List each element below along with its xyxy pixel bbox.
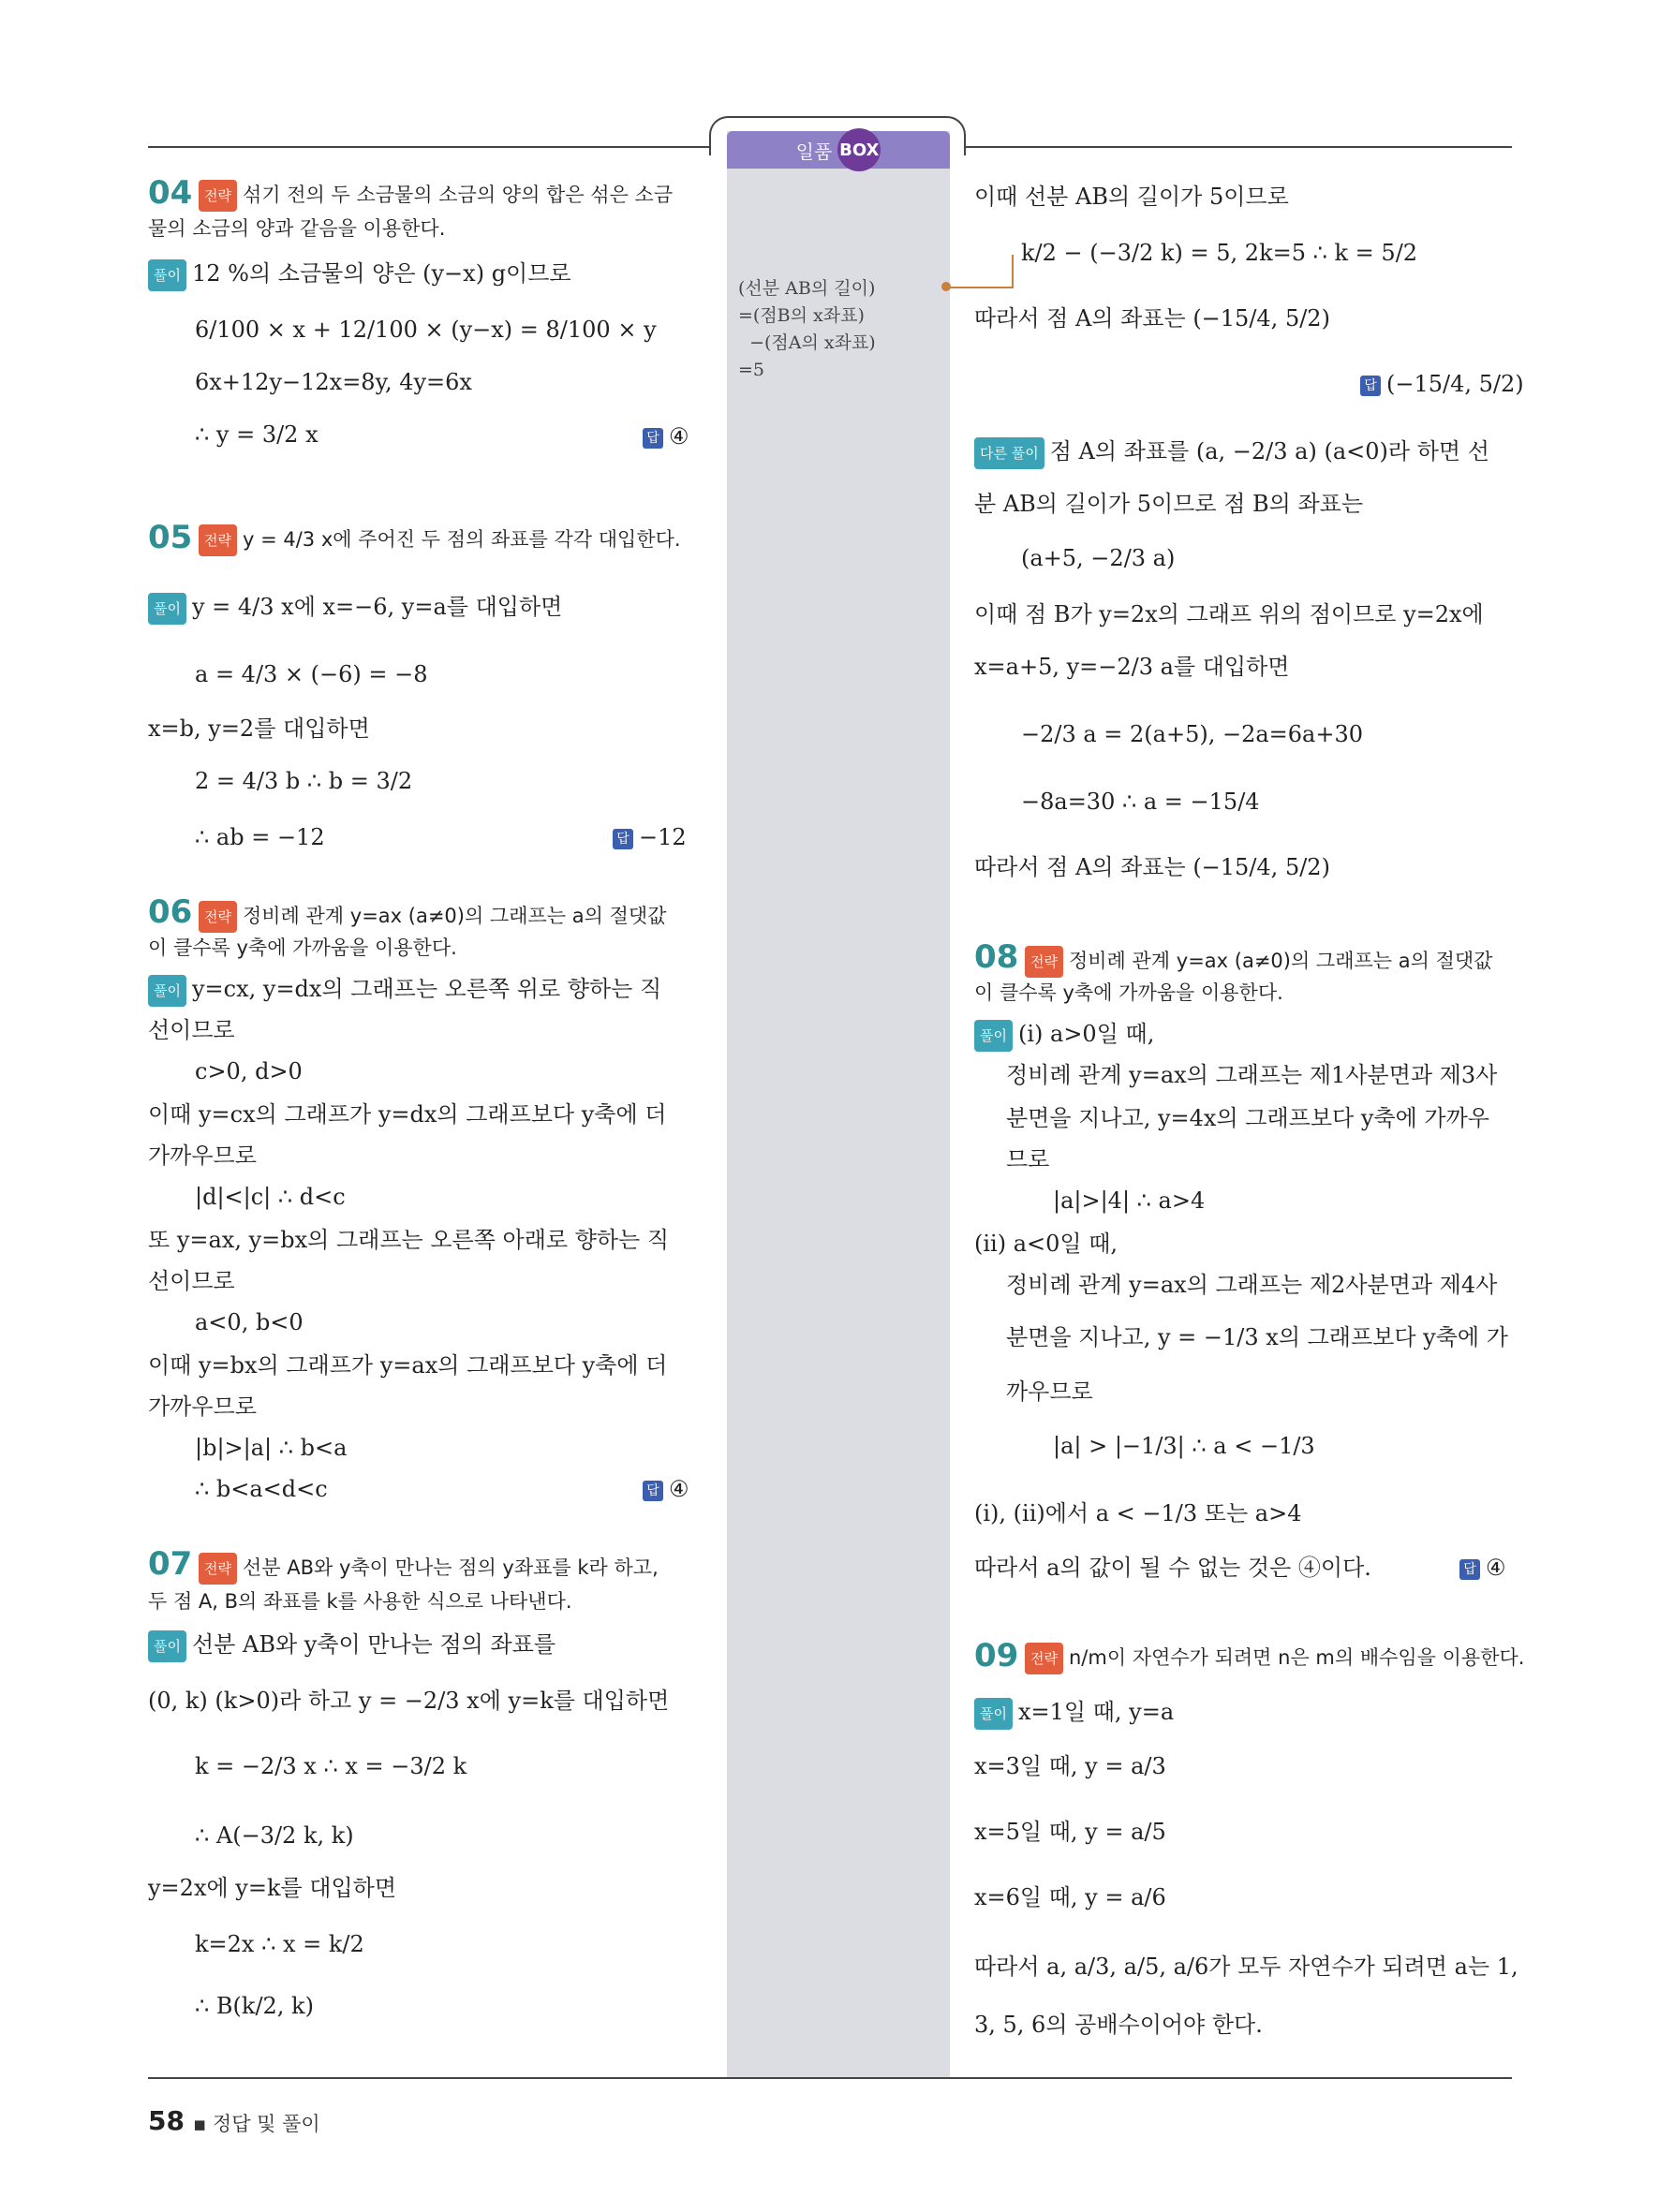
- text-line: 정비례 관계 y=ax의 그래프는 제1사분면과 제3사: [1006, 1062, 1498, 1088]
- text-line: y=2x에 y=k를 대입하면: [148, 1875, 397, 1901]
- solution-badge: 풀이: [974, 1020, 1013, 1052]
- solution-line: 풀이 y = 4/3 x에 x=−6, y=a를 대입하면: [148, 592, 562, 625]
- math-line: −2/3 a = 2(a+5), −2a=6a+30: [1021, 721, 1364, 747]
- footer-rule: [148, 2077, 1512, 2079]
- solution-badge: 풀이: [148, 1630, 186, 1662]
- strategy-badge: 전략: [1025, 946, 1063, 978]
- solution-line: 풀이 선분 AB와 y축이 만나는 점의 좌표를: [148, 1630, 555, 1662]
- text-line: 선이므로: [148, 1268, 235, 1294]
- math-line: ∴ y = 3/2 x: [195, 421, 318, 448]
- box-circle-label: BOX: [837, 128, 881, 171]
- text-line: 분면을 지나고, y=4x의 그래프보다 y축에 가까우: [1006, 1105, 1489, 1131]
- strategy-line-2: 이 클수록 y축에 가까움을 이용한다.: [148, 936, 457, 959]
- strategy-line-2: 물의 소금의 양과 같음을 이용한다.: [148, 217, 446, 240]
- text-line: (ii) a<0일 때,: [974, 1231, 1118, 1257]
- text-line: 가까우므로: [148, 1143, 257, 1169]
- answer: 답 ④: [643, 1476, 689, 1502]
- strategy-line: 전략 n/m이 자연수가 되려면 n은 m의 배수임을 이용한다.: [1025, 1643, 1524, 1674]
- math-line: −8a=30 ∴ a = −15/4: [1021, 789, 1260, 815]
- text-line: 므로: [1006, 1146, 1050, 1172]
- answer: 답 (−15/4, 5/2): [1360, 371, 1524, 397]
- math-line: |a| > |−1/3| ∴ a < −1/3: [1053, 1433, 1315, 1459]
- text-line: 분면을 지나고, y = −1/3 x의 그래프보다 y축에 가: [1006, 1324, 1508, 1350]
- strategy-badge: 전략: [199, 901, 237, 933]
- strategy-badge: 전략: [1025, 1643, 1063, 1674]
- text-line: 이때 y=bx의 그래프가 y=ax의 그래프보다 y축에 더: [148, 1352, 668, 1379]
- problem-number: 05: [148, 519, 193, 556]
- answer: 답 −12: [613, 824, 687, 850]
- strategy-badge: 전략: [199, 180, 237, 212]
- strategy-line: 전략 섞기 전의 두 소금물의 소금의 양의 합은 섞은 소금: [199, 180, 673, 212]
- text-line: 이때 y=cx의 그래프가 y=dx의 그래프보다 y축에 더: [148, 1101, 667, 1128]
- math-line: k=2x ∴ x = k/2: [195, 1931, 364, 1957]
- solution-badge: 풀이: [974, 1698, 1013, 1730]
- strategy-line: 전략 정비례 관계 y=ax (a≠0)의 그래프는 a의 절댓값: [199, 901, 666, 933]
- page-number: 58: [148, 2105, 185, 2136]
- box-note: (선분 AB의 길이) =(점B의 x좌표) −(점A의 x좌표) =5: [738, 278, 876, 380]
- box-column: [727, 131, 950, 2079]
- solution-line: 풀이 12 %의 소금물의 양은 (y−x) g이므로: [148, 258, 571, 291]
- math-line: x=b, y=2를 대입하면: [148, 715, 370, 742]
- math-line: (i), (ii)에서 a < −1/3 또는 a>4: [974, 1500, 1302, 1526]
- solution-badge: 풀이: [148, 259, 186, 291]
- connector-line-vertical: [1012, 255, 1014, 288]
- math-line: (a+5, −2/3 a): [1021, 545, 1176, 571]
- math-line: x=6일 때, y = a/6: [974, 1884, 1166, 1910]
- problem-number: 09: [974, 1637, 1019, 1674]
- strategy-line-2: 이 클수록 y축에 가까움을 이용한다.: [974, 981, 1283, 1004]
- box-label: 일품: [795, 140, 833, 163]
- math-line: |d|<|c| ∴ d<c: [195, 1184, 346, 1210]
- alt-solution-line: 다른 풀이 점 A의 좌표를 (a, −2/3 a) (a<0)라 하면 선: [974, 436, 1489, 469]
- problem-number: 04: [148, 174, 193, 212]
- strategy-line: 전략 정비례 관계 y=ax (a≠0)의 그래프는 a의 절댓값: [1025, 946, 1492, 978]
- text-line: 따라서 a의 값이 될 수 없는 것은 ④이다.: [974, 1555, 1371, 1581]
- connector-line: [948, 287, 1014, 288]
- math-line: c>0, d>0: [195, 1058, 303, 1084]
- math-line: |b|>|a| ∴ b<a: [195, 1435, 348, 1461]
- math-line: ∴ b<a<d<c: [195, 1476, 328, 1502]
- text-line: 까우므로: [1006, 1379, 1093, 1405]
- footer-title: ▪ 정답 및 풀이: [193, 2113, 320, 2135]
- text-line: 따라서 점 A의 좌표는 (−15/4, 5/2): [974, 305, 1330, 332]
- problem-number: 06: [148, 893, 193, 931]
- strategy-line: 전략 선분 AB와 y축이 만나는 점의 y좌표를 k라 하고,: [199, 1553, 659, 1585]
- math-line: (0, k) (k>0)라 하고 y = −2/3 x에 y=k를 대입하면: [148, 1688, 670, 1714]
- text-line: 3, 5, 6의 공배수이어야 한다.: [974, 2012, 1263, 2038]
- strategy-badge: 전략: [199, 524, 237, 556]
- math-line: 6/100 × x + 12/100 × (y−x) = 8/100 × y: [195, 317, 657, 343]
- answer-badge: 답: [643, 428, 663, 449]
- answer: 답 ④: [643, 423, 689, 450]
- math-line: |a|>|4| ∴ a>4: [1053, 1187, 1206, 1214]
- answer-badge: 답: [1360, 376, 1381, 396]
- solution-line: 풀이 (i) a>0일 때,: [974, 1019, 1154, 1052]
- solution-badge: 풀이: [148, 593, 186, 625]
- math-line: ∴ B(k/2, k): [195, 1993, 314, 2019]
- math-line: x=a+5, y=−2/3 a를 대입하면: [974, 654, 1290, 680]
- math-line: k = −2/3 x ∴ x = −3/2 k: [195, 1753, 467, 1779]
- answer: 답 ④: [1459, 1555, 1506, 1581]
- text-line: 선이므로: [148, 1017, 235, 1043]
- text-line: 정비례 관계 y=ax의 그래프는 제2사분면과 제4사: [1006, 1272, 1498, 1298]
- strategy-line-2: 두 점 A, B의 좌표를 k를 사용한 식으로 나타낸다.: [148, 1590, 572, 1613]
- header-rule-left: [148, 146, 710, 148]
- math-line: k/2 − (−3/2 k) = 5, 2k=5 ∴ k = 5/2: [1021, 240, 1418, 266]
- answer-badge: 답: [613, 829, 633, 849]
- answer-badge: 답: [1459, 1559, 1480, 1580]
- problem-number: 08: [974, 938, 1019, 976]
- text-line: 이때 점 B가 y=2x의 그래프 위의 점이므로 y=2x에: [974, 601, 1484, 627]
- text-line: 이때 선분 AB의 길이가 5이므로: [974, 184, 1289, 210]
- text-line: 또 y=ax, y=bx의 그래프는 오른쪽 아래로 향하는 직: [148, 1227, 670, 1253]
- text-line: 따라서 a, a/3, a/5, a/6가 모두 자연수가 되려면 a는 1,: [974, 1954, 1518, 1980]
- solution-line: 풀이 y=cx, y=dx의 그래프는 오른쪽 위로 향하는 직: [148, 974, 661, 1007]
- math-line: ∴ ab = −12: [195, 824, 325, 850]
- text-line: 가까우므로: [148, 1394, 257, 1420]
- solution-badge: 풀이: [148, 975, 186, 1007]
- answer-badge: 답: [643, 1481, 663, 1501]
- box-header: [727, 131, 950, 169]
- solution-line: 풀이 x=1일 때, y=a: [974, 1697, 1174, 1730]
- strategy-line: 전략 y = 4/3 x에 주어진 두 점의 좌표를 각각 대입한다.: [199, 524, 681, 556]
- alternate-badge: 다른 풀이: [974, 437, 1044, 469]
- math-line: x=3일 때, y = a/3: [974, 1753, 1166, 1779]
- math-line: a = 4/3 × (−6) = −8: [195, 661, 428, 687]
- math-line: ∴ A(−3/2 k, k): [195, 1822, 354, 1849]
- math-line: x=5일 때, y = a/5: [974, 1819, 1166, 1845]
- text-line: 따라서 점 A의 좌표는 (−15/4, 5/2): [974, 854, 1330, 880]
- problem-number: 07: [148, 1545, 193, 1583]
- math-line: 6x+12y−12x=8y, 4y=6x: [195, 369, 472, 395]
- text-line: 분 AB의 길이가 5이므로 점 B의 좌표는: [974, 491, 1364, 517]
- header-rule-right: [961, 146, 1512, 148]
- math-line: a<0, b<0: [195, 1309, 304, 1335]
- strategy-badge: 전략: [199, 1553, 237, 1585]
- math-line: 2 = 4/3 b ∴ b = 3/2: [195, 768, 413, 794]
